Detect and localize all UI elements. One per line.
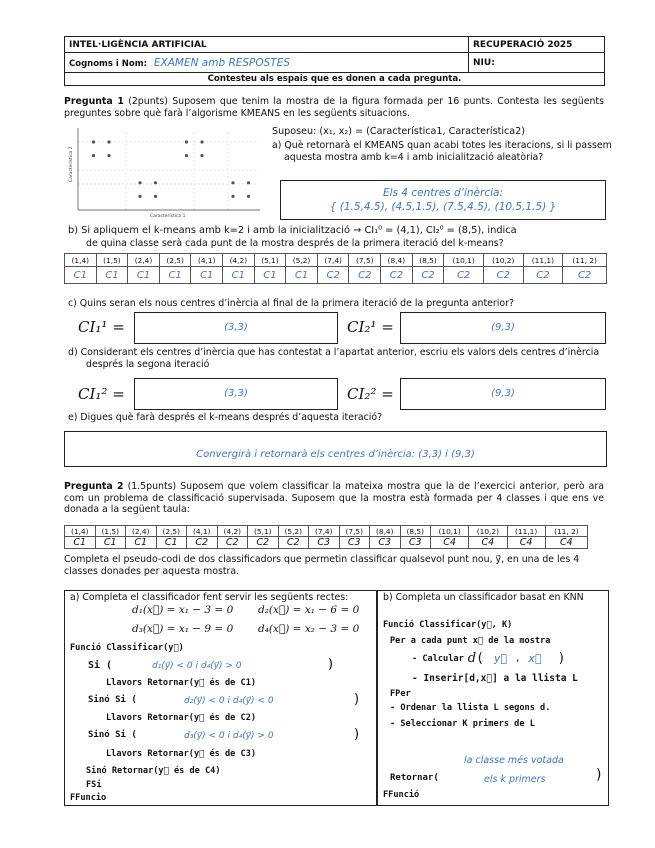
ffuncio-b: FFunció: [383, 790, 420, 800]
sino-si-2: Sinó Si (: [88, 695, 137, 705]
ffuncio-a: FFuncio: [70, 793, 107, 803]
ci1-label: CI₁¹ =: [78, 318, 125, 336]
point-header: (1,4): [65, 526, 96, 537]
plot-point: [200, 154, 203, 157]
plot-points: [92, 140, 250, 198]
insert-line: - Inserir[d,x⃗] a la llista L: [412, 673, 578, 684]
plot-point: [107, 140, 110, 143]
q1-a-answer-2: { (1.5,4.5), (4.5,1.5), (7.5,4.5), (10.5,1.5) }: [329, 201, 557, 213]
calc-function: d: [467, 651, 477, 666]
point-class-answer[interactable]: C2: [523, 267, 563, 284]
plot-point: [231, 195, 234, 198]
plot-x-label: Característica 1: [150, 214, 186, 218]
point-header: (4,2): [223, 254, 255, 267]
q2-intro-text: Suposem que volem classificar la mateixa mostra que la de l’exercici anterior, però ara com un problema de classificació supervisada. Suposem que la mostra està formada per 4 classes i que ens ve donada a la següent taula:: [64, 481, 604, 515]
q1-b-question-2: de quina classe serà cada punt de la mostra després de la primera iteració del k-means?: [86, 238, 504, 249]
close-paren-2: ): [354, 692, 360, 707]
ret-b-close-paren: ): [596, 767, 602, 783]
ci2-answer-box[interactable]: [400, 312, 606, 344]
exam-title: RECUPERACIÓ 2025: [469, 37, 605, 53]
func-a-header: Funció Classificar(y⃗): [70, 643, 184, 653]
plot-point: [154, 181, 157, 184]
plot-point: [138, 181, 141, 184]
point-header: (4,1): [191, 254, 223, 267]
point-class-answer[interactable]: C1: [65, 267, 97, 284]
ci2-label: CI₂¹ =: [347, 318, 394, 336]
select-line: - Seleccionar K primers de L: [390, 719, 535, 729]
plot-point: [107, 154, 110, 157]
eq-d4: d₄(x⃗) = x₂ − 3 = 0: [258, 623, 360, 635]
ret-1: Llavors Retornar(y⃗ és de C1): [106, 678, 257, 688]
point-header: (1,5): [95, 526, 126, 537]
point-header: (5,1): [248, 526, 279, 537]
point-header: (10,1): [431, 526, 469, 537]
point-header: (8,4): [370, 526, 401, 537]
point-class: C4: [431, 537, 469, 549]
point-class: C3: [370, 537, 401, 549]
q1-a-answer-box[interactable]: [280, 180, 606, 220]
name-value: EXAMEN amb RESPOSTES: [153, 56, 291, 69]
plot-point: [231, 181, 234, 184]
point-header: (2,4): [126, 526, 157, 537]
point-class: C1: [126, 537, 157, 549]
q1-intro: [64, 96, 604, 119]
point-class-answer[interactable]: C1: [96, 267, 128, 284]
point-class-answer[interactable]: C1: [159, 267, 191, 284]
point-header: (7,5): [339, 526, 370, 537]
point-class: C3: [309, 537, 340, 549]
close-paren-1: ): [328, 657, 334, 672]
point-header: (4,1): [187, 526, 218, 537]
func-b-header: Funció Classificar(y⃗, K): [383, 620, 513, 630]
ci2b-label: CI₂² =: [347, 385, 394, 403]
q2-class-table: [64, 525, 588, 549]
ret-3: Llavors Retornar(y⃗ és de C3): [106, 749, 257, 759]
niu-label: NIU:: [473, 57, 495, 68]
point-class-answer[interactable]: C2: [563, 267, 607, 284]
si-1: Si (: [88, 660, 113, 671]
q1-c-question: c) Quins seran els nous centres d’inèrcia al final de la primera iteració de la pregunta anterior?: [68, 298, 514, 309]
ret-b-answer-1: la classe més votada: [464, 755, 564, 766]
q1-class-table: [64, 253, 607, 284]
plot-y-label: Característica 2: [69, 146, 74, 182]
name-label: Cognoms i Nom:: [69, 58, 148, 69]
sample-scatter-plot: [64, 122, 264, 218]
q1-intro-text: Suposem que tenim la mostra de la figura formada per 16 punts. Contesta les següents preguntes sobre què farà l’algorisme KMEANS en les següents situacions.: [64, 96, 604, 119]
ci2b-answer-box[interactable]: [400, 378, 606, 410]
plot-point: [247, 195, 250, 198]
plot-point: [185, 154, 188, 157]
point-header: (11, 2): [563, 254, 607, 267]
point-header: (7,4): [309, 526, 340, 537]
ci2-answer: (9,3): [491, 322, 515, 333]
point-header: (10,2): [469, 526, 507, 537]
q2-intro: [64, 481, 604, 516]
plot-point: [92, 154, 95, 157]
point-class: C4: [545, 537, 587, 549]
sino-retornar: Sinó Retornar(y⃗ és de C4): [86, 766, 221, 776]
point-header: (8,5): [400, 526, 431, 537]
plot-point: [92, 140, 95, 143]
point-class: C1: [65, 537, 96, 549]
niu-cell[interactable]: [469, 53, 605, 73]
q2-a-title: a) Completa el classificador fent servir les següents rectes:: [70, 592, 349, 603]
point-class: C2: [248, 537, 279, 549]
point-class-answer[interactable]: C2: [349, 267, 381, 284]
q1-e-question: e) Digues què farà després el k-means després d’aquesta iteració?: [68, 412, 383, 423]
point-header: (11,1): [507, 526, 545, 537]
point-class: C3: [400, 537, 431, 549]
calc-close-paren: ): [557, 651, 566, 666]
point-class-answer[interactable]: C1: [254, 267, 286, 284]
plot-point: [185, 140, 188, 143]
point-class-answer[interactable]: C1: [191, 267, 223, 284]
point-class-answer[interactable]: C1: [223, 267, 255, 284]
cond-3: d₃(y⃗) < 0 i d₄(y⃗) > 0: [184, 731, 274, 741]
q2-points: (1.5punts): [127, 481, 177, 492]
point-class-answer[interactable]: C1: [286, 267, 318, 284]
calc-open-paren: (: [476, 651, 484, 666]
point-class: C1: [95, 537, 126, 549]
point-header: (10,1): [444, 254, 484, 267]
point-header: (11, 2): [545, 526, 587, 537]
per-loop: Per a cada punt x⃗ de la mostra: [390, 636, 551, 646]
q1-a-question: a) Què retornarà el KMEANS quan acabi totes les iteracions, si li passem aquesta mostra amb k=4 i amb inicialització aleatòria?: [272, 140, 612, 163]
point-header: (10,2): [483, 254, 523, 267]
point-header: (7,4): [317, 254, 349, 267]
point-class-answer[interactable]: C2: [483, 267, 523, 284]
cond-1: d₁(y⃗) < 0 i d₄(y⃗) > 0: [152, 661, 242, 671]
point-header: (1,5): [96, 254, 128, 267]
ci2b-answer: (9,3): [491, 388, 515, 399]
q1-suppose: Suposeu: (x₁, x₂) = (Característica1, Característica2): [272, 126, 526, 137]
ci1b-answer: (3,3): [224, 388, 248, 399]
q1-e-answer-box[interactable]: [64, 431, 607, 467]
ret-b-answer-2: els k primers: [484, 774, 546, 785]
sino-si-3: Sinó Si (: [88, 730, 137, 740]
calc-comma: ,: [515, 653, 521, 664]
point-class: C3: [339, 537, 370, 549]
fper: FPer: [390, 689, 411, 699]
point-class-answer[interactable]: C2: [444, 267, 484, 284]
point-class: C4: [507, 537, 545, 549]
order-line: - Ordenar la llista L segons d.: [390, 703, 551, 713]
point-header: (5,2): [286, 254, 318, 267]
plot-gridlines: [78, 132, 259, 210]
ci1b-answer-box[interactable]: [134, 378, 338, 410]
q1-d-question: d) Considerant els centres d’inèrcia que has contestat a l’apartat anterior, escriu els valors dels centres d’inèrcia després la segona iteració: [68, 347, 600, 370]
eq-d2: d₂(x⃗) = x₁ − 6 = 0: [258, 604, 360, 616]
point-header: (2,5): [159, 254, 191, 267]
ret-2: Llavors Retornar(y⃗ és de C2): [106, 713, 257, 723]
calc-line: [412, 651, 565, 666]
q1-points: (2punts): [128, 96, 168, 107]
ci1b-label: CI₁² =: [78, 385, 125, 403]
q1-e-answer: Convergirà i retornarà els centres d’inèrcia: (3,3) i (9,3): [196, 449, 475, 460]
point-header: (4,2): [217, 526, 248, 537]
point-header: (8,4): [381, 254, 413, 267]
point-class-answer[interactable]: C2: [317, 267, 349, 284]
instruction: Contesteu als espais que es donen a cada pregunta.: [65, 73, 605, 86]
point-class: C4: [469, 537, 507, 549]
ci1-answer-box[interactable]: [134, 312, 338, 344]
point-header: (1,4): [65, 254, 97, 267]
header-table: [64, 36, 605, 86]
q2-title: Pregunta 2: [64, 481, 124, 492]
point-class: C1: [156, 537, 187, 549]
point-header: (2,4): [128, 254, 160, 267]
q2-b-title: b) Completa un classificador basat en KNN: [383, 592, 584, 603]
point-header: (7,5): [349, 254, 381, 267]
fsi: FSi: [86, 780, 102, 790]
name-cell[interactable]: [65, 53, 469, 73]
q1-b-question-1: b) Si apliquem el k-means amb k=2 i amb la inicialització → CI₁⁰ = (4,1), CI₂⁰ = (8,5), indica: [68, 225, 517, 236]
eq-d1: d₁(x⃗) = x₁ − 3 = 0: [132, 604, 234, 616]
point-class-answer[interactable]: C2: [381, 267, 413, 284]
point-class: C2: [278, 537, 309, 549]
point-header: (8,5): [412, 254, 444, 267]
ci1-answer: (3,3): [224, 322, 248, 333]
plot-point: [138, 195, 141, 198]
point-header: (11,1): [523, 254, 563, 267]
calc-arg-x: x⃗: [528, 652, 542, 665]
point-class: C2: [187, 537, 218, 549]
plot-point: [154, 195, 157, 198]
point-header: (5,1): [254, 254, 286, 267]
point-header: (5,2): [278, 526, 309, 537]
calc-arg-y: y⃗: [493, 652, 508, 665]
point-class-answer[interactable]: C2: [412, 267, 444, 284]
calc-label: - Calcular: [412, 653, 464, 664]
q1-title: Pregunta 1: [64, 96, 124, 107]
point-class-answer[interactable]: C1: [128, 267, 160, 284]
q1-a-answer-1: Els 4 centres d’inèrcia:: [383, 187, 503, 199]
q2-complete-text: Completa el pseudo-codi de dos classificadors que permetin classificar qualsevol punt nou, y⃗, en una de les 4 classes donades per aquesta mostra.: [64, 554, 580, 577]
plot-point: [200, 140, 203, 143]
course-title: INTEL·LIGÈNCIA ARTIFICIAL: [65, 37, 469, 53]
cond-2: d₂(y⃗) < 0 i d₄(y⃗) < 0: [184, 696, 274, 706]
close-paren-3: ): [354, 727, 360, 742]
ret-b: Retornar(: [390, 773, 439, 783]
plot-point: [247, 181, 250, 184]
eq-d3: d₃(x⃗) = x₁ − 9 = 0: [132, 623, 234, 635]
point-class: C2: [217, 537, 248, 549]
point-header: (2,5): [156, 526, 187, 537]
